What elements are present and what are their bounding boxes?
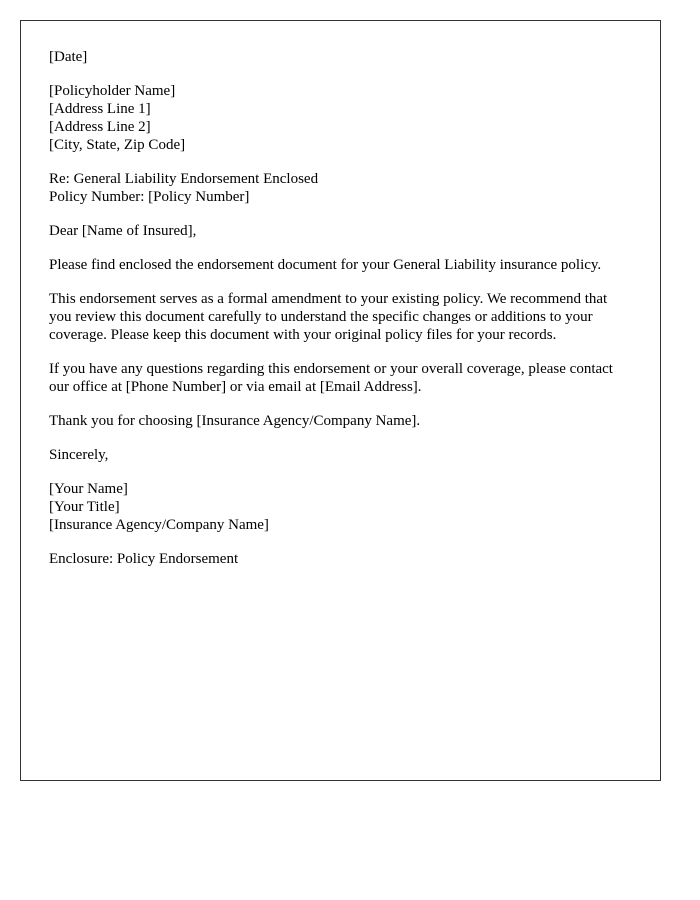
enclosure: Enclosure: Policy Endorsement xyxy=(49,551,239,567)
subject-block xyxy=(49,170,632,206)
city-state-zip: [City, State, Zip Code] xyxy=(49,137,186,153)
body-paragraph-1: Please find enclosed the endorsement document for your General Liability insurance policy. xyxy=(49,257,602,273)
recipient-name: [Policyholder Name] xyxy=(49,83,176,99)
address-line-1: [Address Line 1] xyxy=(49,101,151,117)
body-paragraph-4: Thank you for choosing [Insurance Agency/Company Name]. xyxy=(49,413,421,429)
date: [Date] xyxy=(49,49,88,65)
signature-block xyxy=(49,480,632,534)
body-paragraph-2: This endorsement serves as a formal amendment to your existing policy. We recommend that you review this document carefully to understand the specific changes or additions to your coverage. Please keep this document with your original policy files for your records. xyxy=(49,291,608,343)
signer-title: [Your Title] xyxy=(49,499,120,515)
signer-company: [Insurance Agency/Company Name] xyxy=(49,517,269,533)
policy-number: Policy Number: [Policy Number] xyxy=(49,189,250,205)
salutation: Dear [Name of Insured], xyxy=(49,223,197,239)
subject-line: Re: General Liability Endorsement Enclosed xyxy=(49,171,319,187)
letter-page xyxy=(20,20,661,781)
recipient-address xyxy=(49,82,632,154)
signer-name: [Your Name] xyxy=(49,481,128,497)
body-paragraph-3: If you have any questions regarding this endorsement or your overall coverage, please contact our office at [Phone Number] or via email at [Email Address]. xyxy=(49,361,613,395)
closing: Sincerely, xyxy=(49,447,109,463)
address-line-2: [Address Line 2] xyxy=(49,119,151,135)
